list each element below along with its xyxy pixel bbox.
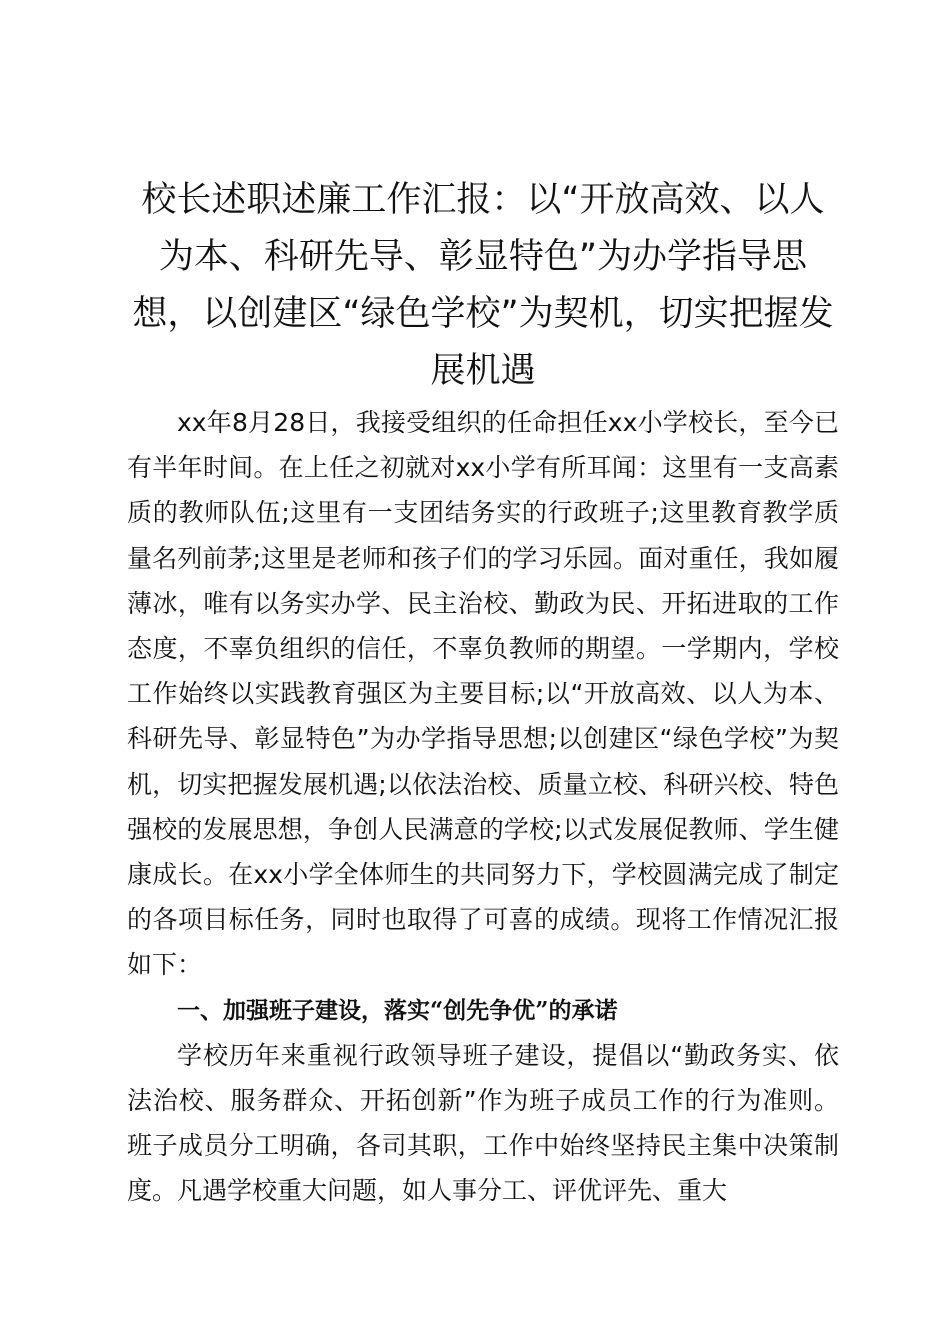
document-page <box>127 172 839 1214</box>
intro-paragraph: xx年8月28日，我接受组织的任命担任xx小学校长，至今已有半年时间。在上任之初就对xx小学有所耳闻：这里有一支高素质的教师队伍;这里有一支团结务实的行政班子;这里教育教学质量名列前茅;这里是老师和孩子们的学习乐园。面对重任，我如履薄冰，唯有以务实办学、民主治校、勤政为民、开拓进取的工作态度，不辜负组织的信任，不辜负教师的期望。一学期内，学校工作始终以实践教育强区为主要目标;以“开放高效、以人为本、科研先导、彰显特色”为办学指导思想;以创建区“绿色学校”为契机，切实把握发展机遇;以依法治校、质量立校、科研兴校、特色强校的发展思想，争创人民满意的学校;以式发展促教师、学生健康成长。在xx小学全体师生的共同努力下，学校圆满完成了制定的各项目标任务，同时也取得了可喜的成绩。现将工作情况汇报如下： <box>127 408 839 980</box>
section-paragraph: 学校历年来重视行政领导班子建设，提倡以“勤政务实、依法治校、服务群众、开拓创新”作为班子成员工作的行为准则。班子成员分工明确，各司其职，工作中始终坚持民主集中决策制度。凡遇学校重大问题，如人事分工、评优评先、重大 <box>127 1040 839 1206</box>
section-heading: 一、加强班子建设，落实“创先争优”的承诺 <box>177 996 618 1024</box>
document-title: 校长述职述廉工作汇报：以“开放高效、以人为本、科研先导、彰显特色”为办学指导思想，以创建区“绿色学校”为契机，切实把握发展机遇 <box>132 180 834 391</box>
